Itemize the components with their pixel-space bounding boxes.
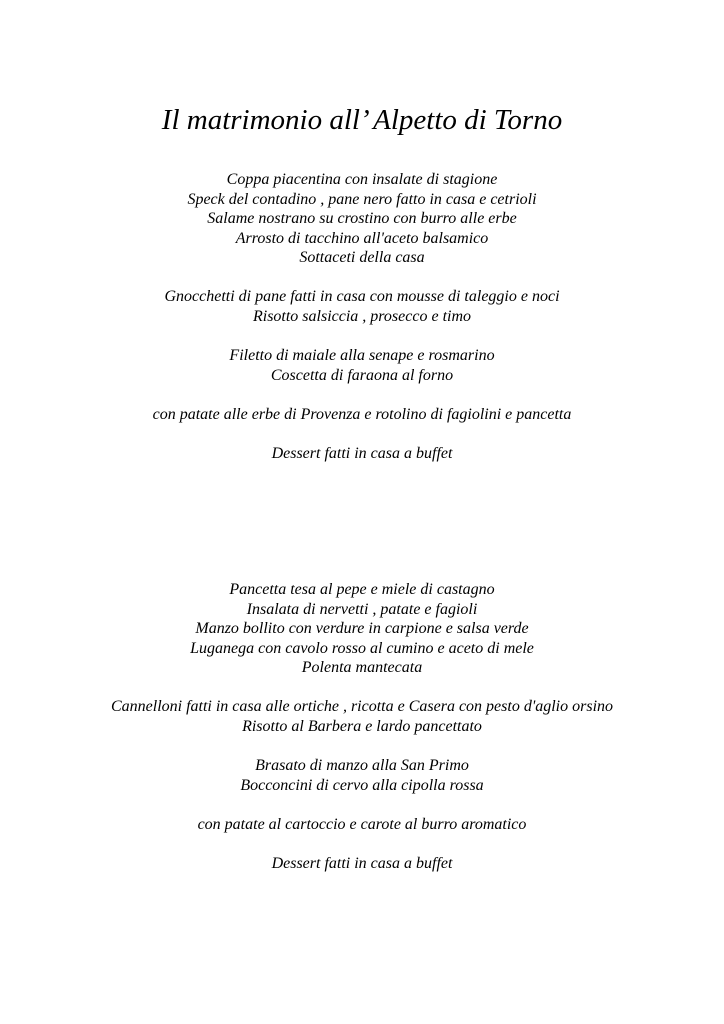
page-title: Il matrimonio all’ Alpetto di Torno <box>161 104 563 136</box>
menu2-contorni: con patate al cartoccio e carote al burro aromatico <box>197 816 527 833</box>
menu1-primo-1: Gnocchetti di pane fatti in casa con mousse di taleggio e noci <box>164 288 560 305</box>
menu1-antipasto-2: Speck del contadino , pane nero fatto in casa e cetrioli <box>187 191 537 208</box>
menu1-dessert: Dessert fatti in casa a buffet <box>271 445 453 462</box>
menu2-secondo-2: Bocconcini di cervo alla cipolla rossa <box>240 777 484 794</box>
menu2-antipasto-4: Luganega con cavolo rosso al cumino e aceto di mele <box>190 640 534 657</box>
menu1-primo-2: Risotto salsiccia , prosecco e timo <box>252 308 472 325</box>
menu1-antipasto-3: Salame nostrano su crostino con burro alle erbe <box>207 210 517 227</box>
menu1-antipasto-4: Arrosto di tacchino all'aceto balsamico <box>235 230 489 247</box>
menu2-antipasto-1: Pancetta tesa al pepe e miele di castagno <box>229 581 495 598</box>
menu1-contorni: con patate alle erbe di Provenza e rotolino di fagiolini e pancetta <box>152 406 572 423</box>
menu1-secondo-1: Filetto di maiale alla senape e rosmarino <box>229 347 495 364</box>
menu2-antipasto-3: Manzo bollito con verdure in carpione e salsa verde <box>195 620 529 637</box>
menu2-secondo-1: Brasato di manzo alla San Primo <box>255 757 469 774</box>
menu2-dessert: Dessert fatti in casa a buffet <box>271 855 453 872</box>
menu2-antipasto-5: Polenta mantecata <box>301 659 423 676</box>
menu2-primo-1: Cannelloni fatti in casa alle ortiche , ricotta e Casera con pesto d'aglio orsino <box>110 698 614 715</box>
menu2-antipasto-2: Insalata di nervetti , patate e fagioli <box>246 601 478 618</box>
menu2-primo-2: Risotto al Barbera e lardo pancettato <box>242 718 482 735</box>
menu1-secondo-2: Coscetta di faraona al forno <box>270 367 454 384</box>
menu1-antipasto-1: Coppa piacentina con insalate di stagione <box>226 171 498 188</box>
menu1-antipasto-5: Sottaceti della casa <box>299 249 425 266</box>
